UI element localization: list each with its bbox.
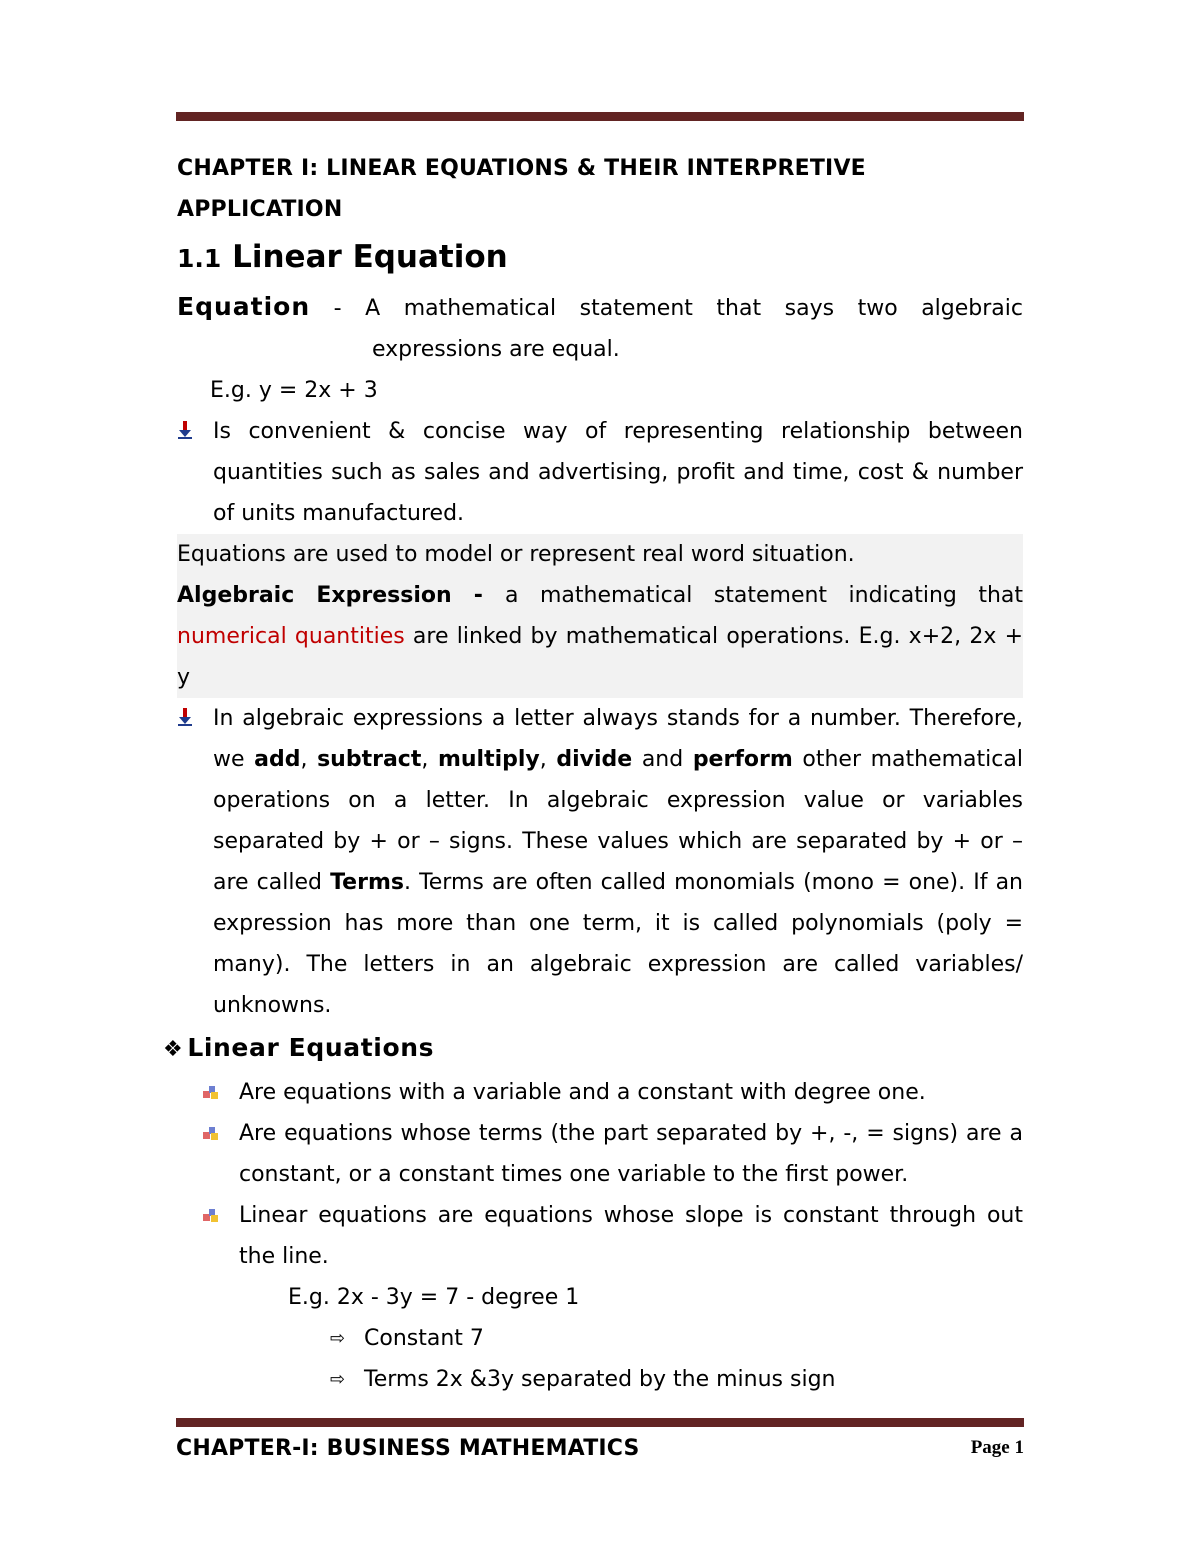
section-heading [177,236,1023,280]
red-highlight: numerical quantities [177,624,405,649]
algebraic-term: Algebraic Expression [177,583,452,608]
sub-list-item: ⇨ Constant 7 [177,1318,1023,1359]
arrow-bullet-icon [177,707,193,727]
page-number: Page 1 [970,1437,1024,1458]
equation-text: A mathematical statement that says two algebraic [365,296,1023,321]
list-item: Are equations whose terms (the part separated by +, -, = signs) are a constant, or a constant times one variable to the first power. [177,1113,1023,1195]
footer-rule [176,1418,1024,1427]
list-item: Is convenient & concise way of representing relationship between quantities such as sales and advertising, profit and time, cost & number of units manufactured. [177,411,1023,534]
square-bullet-icon [203,1126,219,1142]
right-arrow-icon: ⇨ [330,1369,346,1390]
list-item: Linear equations are equations whose slope is constant through out the line. [177,1195,1023,1277]
square-bullet-icon [203,1085,219,1101]
linear-example: E.g. 2x - 3y = 7 - degree 1 [288,1285,580,1310]
arrow-bullet-icon [177,420,193,440]
footer-title: CHAPTER-I: BUSINESS MATHEMATICS [176,1435,640,1461]
right-arrow-icon: ⇨ [330,1328,346,1349]
page-content [163,148,1024,1400]
square-bullet-icon [203,1208,219,1224]
list-item: Are equations with a variable and a constant with degree one. [177,1072,1023,1113]
list-item: In algebraic expressions a letter always stands for a number. Therefore, we add, subtract, multiply, divide and perform other mathematical operations on a letter. In algebraic expression value or variables separated by + or – signs. These values which are separated by + or – are called Terms. Terms are often called monomials (mono = one). If an expression has more than one term, it is called polynomials (poly = many). The letters in an algebraic expression are called variables/ unknowns. [177,698,1023,1026]
chapter-title: CHAPTER I: LINEAR EQUATIONS & THEIR INTERPRETIVE APPLICATION [177,156,866,222]
section-title: Linear Equation [232,239,508,275]
equation-term: Equation [177,292,311,321]
linear-equations-heading: ❖ Linear Equations [163,1033,435,1062]
equation-example: E.g. y = 2x + 3 [210,378,378,403]
section-number: 1.1 [177,244,222,273]
equation-definition: Equation - A mathematical statement that says two algebraic expressions are equal. E.g. y = 2x + 3 [177,286,1023,411]
sub-list-item: ⇨ Terms 2x &3y separated by the minus sign [177,1359,1023,1400]
header-rule [176,112,1024,121]
diamond-bullet-icon: ❖ [163,1037,184,1062]
shaded-block: Equations are used to model or represent real word situation. Algebraic Expression - a mathematical statement indicating that numerical quantities are linked by mathematical operations. E.g. x+2, 2x + y [177,534,1023,698]
page-footer [176,1431,1024,1465]
